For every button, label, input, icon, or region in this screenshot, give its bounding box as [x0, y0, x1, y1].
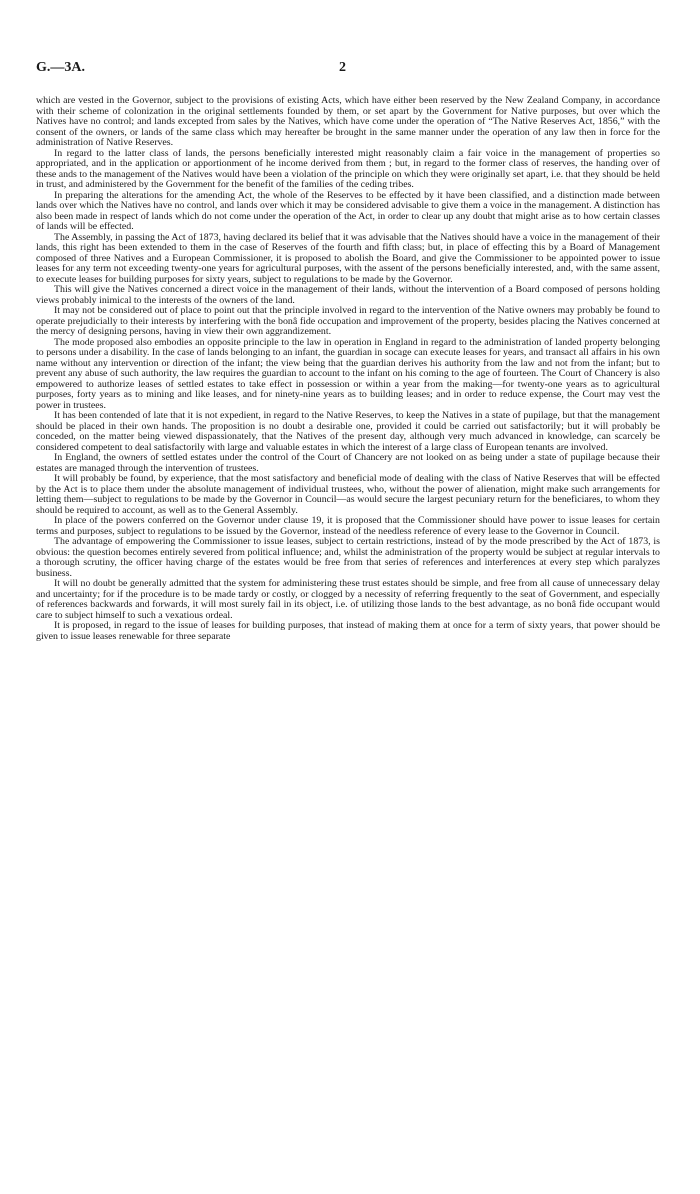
paragraph: In place of the powers conferred on the Governor under clause 19, it is proposed that the Commissioner should have power to issue leases for certain terms and purposes, subject to regulations to be issued by the Governor, instead of the needless reference of every lease to the Governor in Council. [36, 515, 660, 537]
paragraph: It will no doubt be generally admitted that the system for administering these trust estates should be simple, and free from all cause of unnecessary delay and uncertainty; for if the procedure is to be made tardy or costly, or clogged by a necessity of referring frequently to the seat of Government, and especially of references backwards and forwards, it will most surely fail in its object, i.e. of utilizing those lands to the best advantage, as no bonâ fide occupant would care to subject himself to such a vexatious ordeal. [36, 578, 660, 621]
paragraph: The mode proposed also embodies an opposite principle to the law in operation in England in regard to the administration of landed property belonging to persons under a disability. In the case of lands belonging to an infant, the guardian in socage can execute leases for years, and transact all affairs in his own name without any intervention or direction of the infant; the view being that the guardian derives his authority from the law and not from the infant; but to prevent any abuse of such authority, the law requires the guardian to account to the infant on his coming to the age of fourteen. The Court of Chancery is also empowered to authorize leases of settled estates to take effect in possession or within a year from the making—for twenty-one years as to agricultural purposes, forty years as to mining and like leases, and for ninety-nine years as to building leases; and in order to reduce expense, the Court may vest the power in trustees. [36, 336, 660, 411]
document-reference: G.—3A. [36, 60, 85, 75]
paragraph: In England, the owners of settled estates under the control of the Court of Chancery are not looked on as being under a state of pupilage because their estates are managed through the intervention of trustees. [36, 452, 660, 474]
paragraph: The Assembly, in passing the Act of 1873, having declared its belief that it was advisable that the Natives should have a voice in the management of their lands, this right has been extended to them in the case of Reserves of the fourth and fifth class; but, in place of effecting this by a Board of Management composed of three Natives and a European Commissioner, it is proposed to abolish the Board, and give the Commissioner to be appointed power to issue leases for any term not exceeding twenty-one years for agricultural purposes, with the assent of the persons beneficially interested, and, with the same assent, to execute leases for building purposes for sixty years, subject to regulations to be made by the Governor. [36, 231, 660, 285]
paragraph: It will probably be found, by experience, that the most satisfactory and beneficial mode of dealing with the class of Native Reserves that will be effected by the Act is to place them under the absolute management of individual trustees, who, without the power of alienation, might make such arrangements for letting them—subject to regulations to be made by the Governor in Council—as would secure the largest pecuniary return for the beneficiares, to whom they should be required to account, as well as to the General Assembly. [36, 473, 660, 516]
paragraph: The advantage of empowering the Commissioner to issue leases, subject to certain restrictions, instead of by the mode prescribed by the Act of 1873, is obvious: the question becomes entirely severed from political influence; and, whilst the administration of the property would be subject at regular intervals to a thorough scrutiny, the officer having charge of the estates would be free from that series of references and interferences at every step which paralyzes business. [36, 536, 660, 579]
paragraph: In regard to the latter class of lands, the persons beneficially interested might reasonably claim a fair voice in the management of properties so appropriated, and in the application or apportionment of he income derived from them ; but, in regard to the former class of reserves, the handing over of these ands to the management of the Natives would have been a violation of the principle on which they were originally set apart, i.e. that they should be held in trust, and administered by the Government for the benefit of the families of the ceding tribes. [36, 147, 660, 190]
paragraph: It may not be considered out of place to point out that the principle involved in regard to the intervention of the Native owners may probably be found to operate prejudicially to their interests by interfering with the bonâ fide occupation and improvement of the property, besides placing the Natives concerned at the mercy of designing persons, having in view their own aggrandizement. [36, 305, 660, 337]
paragraph: This will give the Natives concerned a direct voice in the management of their lands, without the intervention of a Board composed of persons holding views probably inimical to the interests of the owners of the land. [36, 284, 660, 306]
paragraph: It is proposed, in regard to the issue of leases for building purposes, that instead of making them at once for a term of sixty years, that power should be given to issue leases renewable for three separate [36, 620, 660, 642]
page-number: 2 [339, 60, 346, 75]
page-header [36, 60, 660, 80]
paragraph: which are vested in the Governor, subject to the provisions of existing Acts, which have either been reserved by the New Zealand Company, in accordance with their scheme of colonization in the original settlements founded by them, or set apart by the Government for Native purposes, but over which the Natives have no control; and lands excepted from sales by the Natives, which have come under the operation of “The Native Reserves Act, 1856,” with the consent of the owners, or lands of the same class which may hereafter be brought in the same manner under the operation of any law then in force for the administration of Native Reserves. [36, 95, 660, 148]
paragraph: In preparing the alterations for the amending Act, the whole of the Reserves to be effected by it have been classified, and a distinction made between lands over which the Natives have no control, and lands over which it may be considered advisable to give them a voice in the management. A distinction has also been made in respect of lands which do not come under the operation of the Act, in order to clear up any doubt that might arise as to how certain classes of lands will be effected. [36, 189, 660, 232]
document-body [36, 96, 660, 642]
paragraph: It has been contended of late that it is not expedient, in regard to the Native Reserves, to keep the Natives in a state of pupilage, but that the management should be placed in their own hands. The proposition is no doubt a desirable one, provided it could be carried out satisfactorily; but it will probably be conceded, on the matter being viewed dispassionately, that the Natives of the present day, although very much advanced in knowledge, can scarcely be considered competent to deal satisfactorily with large and valuable estates in which the interest of a large class of European tenants are involved. [36, 410, 660, 453]
